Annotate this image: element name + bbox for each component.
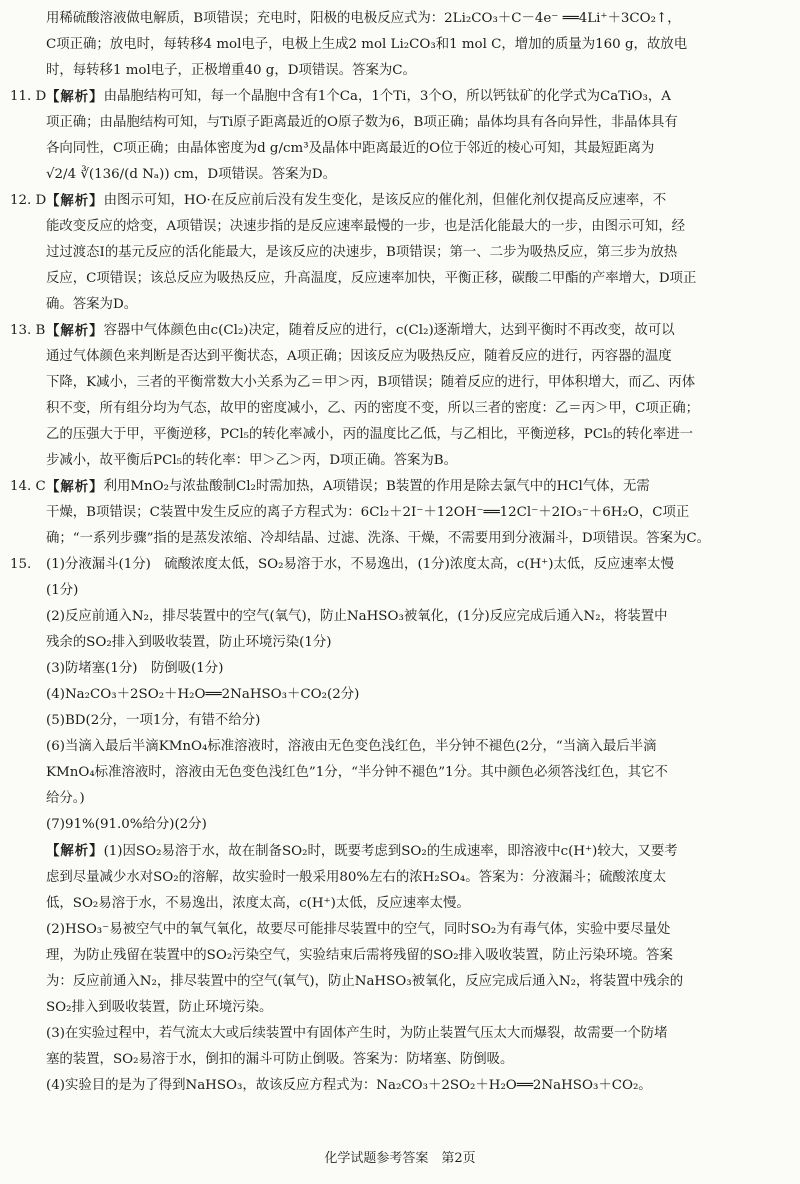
answer-line: (1)分液漏斗(1分) 硫酸浓度太低，SO₂易溶于水，不易逸出，(1分)浓度太高，c(H⁺)太低，反应速率太慢 [46, 557, 674, 572]
text-line: 步减小，故平衡后PCl₅的转化率：甲＞乙＞丙，D项正确。答案为B。 [46, 453, 458, 468]
answer-line: (7)91%(91.0%给分)(2分) [46, 817, 207, 832]
text-line: C项正确；放电时，每转移4 mol电子，电极上生成2 mol Li₂CO₃和1 mol C，增加的质量为160 g，故放电 [46, 37, 688, 52]
question-number: 13. B [10, 323, 46, 338]
answer-line: (4)Na₂CO₃＋2SO₂＋H₂O══2NaHSO₃＋CO₂(2分) [46, 687, 360, 702]
answer-line: (6)当滴入最后半滴KMnO₄标准溶液时，溶液由无色变色浅红色，半分钟不褪色(2分，“当滴入最后半滴 [46, 739, 657, 754]
text-line: (2)HSO₃⁻易被空气中的氧气氧化，故要尽可能排尽装置中的空气，同时SO₂为有毒气体，实验中要尽量处 [46, 922, 671, 937]
answer-line: KMnO₄标准溶液时，溶液由无色变色浅红色”1分，“半分钟不褪色”1分。其中颜色必须答浅红色，其它不 [46, 765, 668, 780]
analysis-tag: 【解析】 [46, 323, 104, 339]
q14-block [10, 474, 782, 552]
question-number: 11. D [10, 89, 47, 104]
answer-line: (5)BD(2分，一项1分，有错不给分) [46, 713, 261, 728]
formula-line: √2/4 ∛(136/(d Nₐ)) cm，D项错误。答案为D。 [46, 167, 336, 182]
text-line: 利用MnO₂与浓盐酸制Cl₂时需加热，A项错误；B装置的作用是除去氯气中的HCl气体，无需 [103, 479, 650, 494]
text-line: 积不变，所有组分均为气态，故甲的密度减小，乙、丙的密度不变，所以三者的密度：乙＝丙＞甲，C项正确； [46, 401, 699, 416]
text-line: 塞的装置，SO₂易溶于水，倒扣的漏斗可防止倒吸。答案为：防堵塞、防倒吸。 [46, 1052, 514, 1067]
text-line: 通过气体颜色来判断是否达到平衡状态，A项正确；因该反应为吸热反应，随着反应的进行，丙容器的温度 [46, 349, 672, 364]
text-line: (3)在实验过程中，若气流太大或后续装置中有固体产生时，为防止装置气压太大而爆裂，故需要一个防堵 [46, 1026, 668, 1041]
question-number: 15. [10, 557, 32, 572]
analysis-tag: 【解析】 [46, 89, 104, 105]
answer-line: (1分) [46, 583, 79, 598]
text-line: 能改变反应的焓变，A项错误；决速步指的是反应速率最慢的一步，也是活化能最大的一步，由图示可知，经 [46, 219, 686, 234]
text-line: 为：反应前通入N₂，排尽装置中的空气(氧气)，防止NaHSO₃被氧化，反应完成后通入N₂，将装置中残余的 [46, 974, 684, 989]
text-line: 乙的压强大于甲，平衡逆移，PCl₅的转化率减小，丙的温度比乙低，与乙相比，平衡逆移，PCl₅的转化率进一 [46, 427, 693, 442]
answer-line: (2)反应前通入N₂，排尽装置中的空气(氧气)，防止NaHSO₃被氧化，(1分)反应完成后通入N₂，将装置中 [46, 609, 668, 624]
text-line: 反应，C项错误；该总反应为吸热反应，升高温度，反应速率加快，平衡正移，碳酸二甲酯的产率增大，D项正 [46, 271, 697, 286]
answer-line: 残余的SO₂排入到吸收装置，防止环境污染(1分) [46, 635, 332, 650]
text-line: 低，SO₂易溶于水，不易逸出，浓度太高，c(H⁺)太低，反应速率太慢。 [46, 896, 470, 911]
text-line: 下降，K减小，三者的平衡常数大小关系为乙＝甲＞丙，B项错误；随着反应的进行，甲体积增大，而乙、丙体 [46, 375, 696, 390]
question-number: 14. C [10, 479, 46, 494]
text-line: (4)实验目的是为了得到NaHSO₃，故该反应方程式为：Na₂CO₃＋2SO₂＋H₂O══2NaHSO₃＋CO₂。 [46, 1078, 652, 1093]
text-line: 干燥，B项错误；C装置中发生反应的离子方程式为：6Cl₂＋2I⁻＋12OH⁻══12Cl⁻＋2IO₃⁻＋6H₂O，C项正 [46, 505, 690, 520]
analysis-tag: 【解析】 [46, 193, 104, 209]
answer-line: (3)防堵塞(1分) 防倒吸(1分) [46, 661, 224, 676]
q10-continuation [10, 6, 782, 84]
text-line: 由图示可知，HO·在反应前后没有发生变化，是该反应的催化剂，但催化剂仅提高反应速率，不 [103, 193, 667, 208]
q11-block [10, 84, 782, 188]
analysis-tag: 【解析】 [46, 479, 104, 495]
text-line: 确。答案为D。 [46, 297, 138, 312]
answer-line: 给分。) [46, 791, 85, 806]
text-line: (1)因SO₂易溶于水，故在制备SO₂时，既要考虑到SO₂的生成速率，即溶液中c(H⁺)较大，又要考 [103, 844, 678, 859]
text-line: 用稀硫酸溶液做电解质，B项错误；充电时，阳极的电极反应式为：2Li₂CO₃＋C－4e⁻ ══4Li⁺＋3CO₂↑， [46, 11, 681, 26]
q12-block [10, 188, 782, 318]
text-line: 由晶胞结构可知，每一个晶胞中含有1个Ca，1个Ti，3个O，所以钙钛矿的化学式为CaTiO₃，A [103, 89, 671, 104]
text-line: SO₂排入到吸收装置，防止环境污染。 [46, 1000, 273, 1015]
text-line: 虑到尽量减少水对SO₂的溶解，故实验时一般采用80%左右的浓H₂SO₄。答案为：分液漏斗；硫酸浓度太 [46, 870, 667, 885]
text-line: 确；“一系列步骤”指的是蒸发浓缩、冷却结晶、过滤、洗涤、干燥，不需要用到分液漏斗，D项错误。答案为C。 [46, 531, 711, 546]
text-line: 项正确；由晶胞结构可知，与Ti原子距离最近的O原子数为6，B项正确；晶体均具有各向异性，非晶体具有 [46, 115, 678, 130]
q15-block [10, 552, 782, 1099]
text-line: 各向同性，C项正确；由晶体密度为d g/cm³及晶体中距离最近的O位于邻近的棱心可知，其最短距离为 [46, 141, 655, 156]
question-number: 12. D [10, 193, 47, 208]
text-line: 过过渡态Ⅰ的基元反应的活化能最大，是该反应的决速步，B项错误；第一、二步为吸热反应，第三步为放热 [46, 245, 678, 260]
analysis-tag: 【解析】 [46, 843, 104, 859]
page-footer: 化学试题参考答案 第2页 [324, 1151, 476, 1166]
text-line: 理，为防止残留在装置中的SO₂污染空气，实验结束后需将残留的SO₂排入吸收装置，防止污染环境。答案 [46, 948, 673, 963]
text-line: 容器中气体颜色由c(Cl₂)决定，随着反应的进行，c(Cl₂)逐渐增大，达到平衡时不再改变，故可以 [103, 323, 675, 338]
q13-block [10, 318, 782, 474]
text-line: 时，每转移1 mol电子，正极增重40 g，D项错误。答案为C。 [46, 63, 416, 78]
